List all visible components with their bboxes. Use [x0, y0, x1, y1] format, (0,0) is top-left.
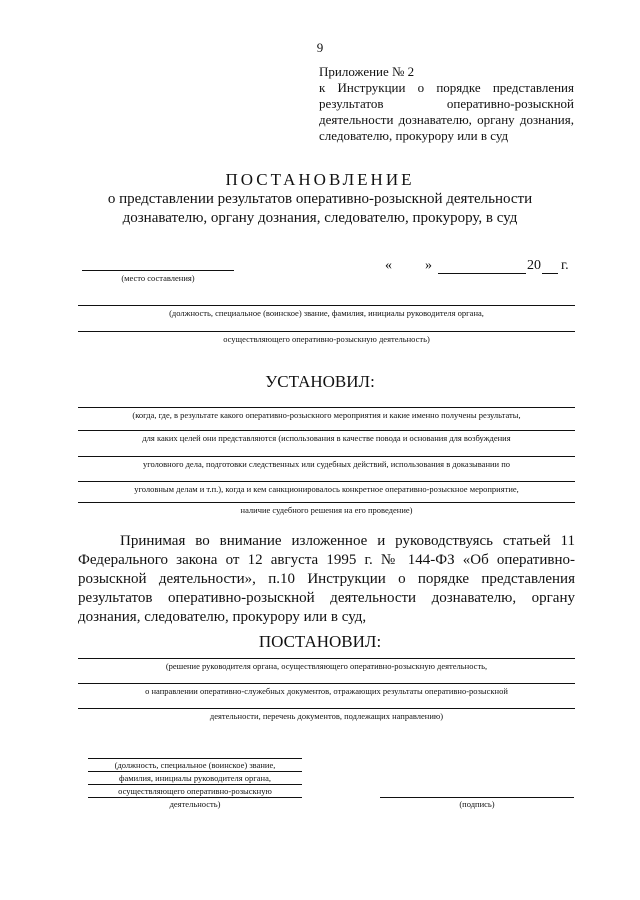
resolved-line-2	[78, 683, 575, 684]
official-line-1	[78, 305, 575, 306]
signatory-caption-4: деятельность)	[169, 799, 221, 809]
established-caption-1: (когда, где, в результате какого оперативно-розыскного мероприятия и какие именно получены результаты,	[132, 410, 521, 420]
official-caption-2: осуществляющего оперативно-розыскную деятельность)	[223, 334, 430, 344]
established-caption-2: для каких целей они представляются (использования в качестве повода и основания для возбуждения	[142, 433, 511, 443]
date-quote-close: »	[425, 258, 432, 273]
established-line-3	[78, 456, 575, 457]
signatory-caption-1: (должность, специальное (воинское) звание,	[114, 760, 276, 770]
appendix-line-3: результатов оперативно-розыскной	[319, 96, 574, 111]
resolved-caption-2: о направлении оперативно-служебных документов, отражающих результаты оперативно-розыскной	[145, 686, 508, 696]
signatory-caption-2: фамилия, инициалы руководителя органа,	[119, 773, 271, 783]
established-line-1	[78, 407, 575, 408]
resolved-line-3	[78, 708, 575, 709]
established-caption-5: наличие судебного решения на его проведение)	[240, 505, 413, 515]
resolved-heading: ПОСТАНОВИЛ:	[258, 632, 382, 651]
date-year-prefix: 20	[527, 258, 541, 273]
resolved-caption-3: деятельности, перечень документов, подлежащих направлению)	[209, 711, 444, 721]
date-year-line	[542, 273, 558, 274]
signatory-caption-3: осуществляющего оперативно-розыскную	[118, 786, 272, 796]
signature-caption: (подпись)	[459, 799, 495, 809]
established-caption-4: уголовным делам и т.п.), когда и кем санкционировалось конкретное оперативно-розыскное мероприятие,	[134, 484, 519, 494]
signatory-line-2	[88, 771, 302, 772]
appendix-line-5: следователю, прокурору или в суд	[319, 128, 509, 143]
established-heading: УСТАНОВИЛ:	[265, 372, 375, 391]
signature-line	[380, 797, 574, 798]
date-quote-open: «	[385, 258, 392, 273]
established-line-4	[78, 481, 575, 482]
signatory-line-4	[88, 797, 302, 798]
resolved-line-1	[78, 658, 575, 659]
subtitle-line-1: о представлении результатов оперативно-розыскной деятельности	[107, 191, 533, 207]
document-title: ПОСТАНОВЛЕНИЕ	[225, 170, 415, 189]
signatory-line-3	[88, 784, 302, 785]
established-line-2	[78, 430, 575, 431]
place-caption: (место составления)	[121, 273, 195, 283]
subtitle-line-2: дознавателю, органу дознания, следователю, прокурору, в суд	[122, 210, 518, 226]
signatory-line-1	[88, 758, 302, 759]
official-caption-1: (должность, специальное (воинское) звание, фамилия, инициалы руководителя органа,	[169, 308, 484, 318]
page-number: 9	[316, 40, 324, 55]
date-month-line	[438, 273, 526, 274]
place-line	[82, 270, 234, 271]
established-line-5	[78, 502, 575, 503]
established-caption-3: уголовного дела, подготовки следственных или судебных действий, использования в доказывании по	[142, 459, 511, 469]
official-line-2	[78, 331, 575, 332]
appendix-line-4: деятельности дознавателю, органу дознания,	[319, 112, 574, 127]
appendix-line-1: Приложение № 2	[319, 64, 415, 79]
appendix-block	[319, 64, 574, 144]
date-year-suffix: г.	[561, 258, 569, 273]
resolved-caption-1: (решение руководителя органа, осуществляющего оперативно-розыскную деятельность,	[165, 661, 488, 671]
main-paragraph: Принимая во внимание изложенное и руководствуясь статьей 11 Федерального закона от 12 августа 1995 г. № 144-ФЗ «Об оперативно-розыскной деятельности», п.10 Инструкции о порядке представления результатов оперативно-розыскной деятельности дознавателю, органу дознания, следователю, прокурору или в суд,	[78, 533, 575, 625]
appendix-line-2: к Инструкции о порядке представления	[319, 80, 574, 95]
document-subtitle	[60, 190, 580, 228]
